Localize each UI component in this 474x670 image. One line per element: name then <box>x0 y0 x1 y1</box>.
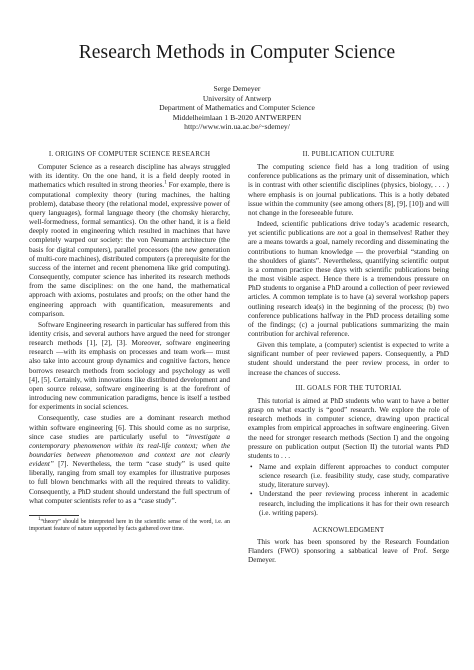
footnote-marker: 1 <box>164 181 167 187</box>
paragraph-text: Computer Science as a research discipline has always struggled with its identity. On the one hand, it is a field deeply rooted in mathematics which resulted in strong theories. <box>29 163 230 190</box>
author-affiliation: University of Antwerp <box>202 93 272 103</box>
goals-list <box>248 463 449 518</box>
paragraph: The computing science field has a long tradition of using conference publications as the primary unit of dissemination, which is in contrast with other scientific disciplines (physics, biology, . . . ) where emphasis is on journal publications. This is a hotly debated issue within the community (see among others [8], [9], [10]) and will not change in the foreseeable future. <box>248 163 449 217</box>
acknowledgment-heading: ACKNOWLEDGMENT <box>312 526 385 534</box>
section-heading-publication-culture: II. PUBLICATION CULTURE <box>302 151 395 158</box>
paragraph: Software Engineering research in particular has suffered from this identity crisis, and several authors have argued the need for stronger research methods [1], [2], [3]. Moreover, software engineering research —with its emphasis on processes and team work— must also take into account group dynamics and cognitive factors, hence borrows research methods from sociology and psychology as well [4], [5]. Certainly, with innovations like distributed development and open source release, software engineering is at the forefront of introducing new communication paradigms, hence is itself a testbed for experiments in social sciences. <box>29 320 230 412</box>
paragraph <box>29 163 230 319</box>
paper-title: Research Methods in Computer Science <box>78 42 396 63</box>
section-heading-origins: I. ORIGINS OF COMPUTER SCIENCE RESEARCH <box>48 151 211 158</box>
footnote-text: “theory” should be interpreted here in the scientific sense of the word, i.e. an important feature of nature supported by facts gathered over time. <box>29 518 230 533</box>
footnote <box>29 516 230 534</box>
author-department: Department of Mathematics and Computer Science <box>159 103 315 113</box>
footnote-number: 1 <box>38 516 41 522</box>
author-url[interactable]: http://www.win.ua.ac.be/~sdemey/ <box>184 122 290 132</box>
left-column <box>29 150 230 534</box>
quotation: “investigate a contemporary phenomenon within its real-life context; when the boundaries between phenomenon and context are not clearly evident” <box>29 432 230 469</box>
section-heading-goals: III. GOALS FOR THE TUTORIAL <box>295 384 402 392</box>
paragraph-text: For example, there is computational complexity theory (turing machines, the halting problem), database theory (the relational model, expressive power of query languages), formal language theory (the chomsky hierarchy, well-formedness, formal semantics). On the other hand, it is a field deeply rooted in engineering which resulted in machines that have completely warped our society: the von Neumann architecture (the basis for digital computers), parallel processors (the new generation of multi-core machines), distributed computers (a prerequisite for the success of the internet and recent phenomena like grid computing). Consequently, computer science has inherited its research methods from the same disciplines: on the one hand, the mathematical approach with axioms, postulates and proofs; on the other hand the engineering approach with quantification, measurements and comparison. <box>29 181 230 318</box>
paragraph: This tutorial is aimed at PhD students who want to have a better grasp on what exactly is “good” research. We explore the role of research methods in computer science, drawing upon practical examples from empirical approaches in software engineering. Given the need for stronger research methods (Section I) and the ongoing pressure on publication output (Section II) the tutorial wants PhD students to . . . <box>248 396 449 460</box>
paragraph <box>248 220 449 339</box>
paragraph <box>29 414 230 506</box>
emphasis: not <box>337 229 347 238</box>
paragraph-text: Consequently, case studies are a dominant research method within software engineering [6]. This should come as no surprise, since case studies are particularly useful to <box>29 414 230 441</box>
author-block <box>0 84 474 132</box>
paragraph-text: [7]. Nevertheless, the term “case study” is used quite liberally, ranging from small toy examples for illustrative purposes to full blown benchmarks with all the required threats to validity. Consequently, a PhD student should understand the full spectrum of what computer scientists refer to as a “case study”. <box>29 460 230 505</box>
list-item: • Name and explain different approaches to conduct computer science research (i.e. feasibility study, case study, comparative study, literature survey). <box>259 463 449 490</box>
list-item: • Understand the peer reviewing process inherent in academic research, including the implications it has for their own research (i.e. writing papers). <box>259 490 449 517</box>
footnote-divider <box>29 515 79 516</box>
author-address: Middelheimlaan 1 B-2020 ANTWERPEN <box>172 112 302 122</box>
author-name: Serge Demeyer <box>213 84 261 93</box>
paragraph-text: Indeed, scientific publications drive today’s academic research, yet scientific publications are <box>248 220 449 238</box>
paragraph: Given this template, a (computer) scientist is expected to write a significant number of peer reviewed papers. Consequently, a PhD student should understand the peer review process, in order to increase the chances of success. <box>248 341 449 377</box>
right-column <box>248 150 449 566</box>
acknowledgment-text: This work has been sponsored by the Research Foundation Flanders (FWO) sponsoring a sabbatical leave of Prof. Serge Demeyer. <box>248 538 449 565</box>
paragraph-text: a goal in themselves! Rather they are a means towards a goal, namely recording and disseminating the contributions to human knowledge — the proverbial “standing on the shoulders of giants”. Nevertheless, quantifying scientific output is a common practice these days with scientific publications being the most visible aspect. Hence there is a tremendous pressure on PhD students to organise a PhD around a collection of peer reviewed articles. A common template is to have (a) several workshop papers outlining research idea(s) in the beginning of the process; (b) two conference publications halfway in the PhD process detailing some of the findings; (c) a journal publications summarizing the main contribution for archival reference. <box>248 229 450 338</box>
